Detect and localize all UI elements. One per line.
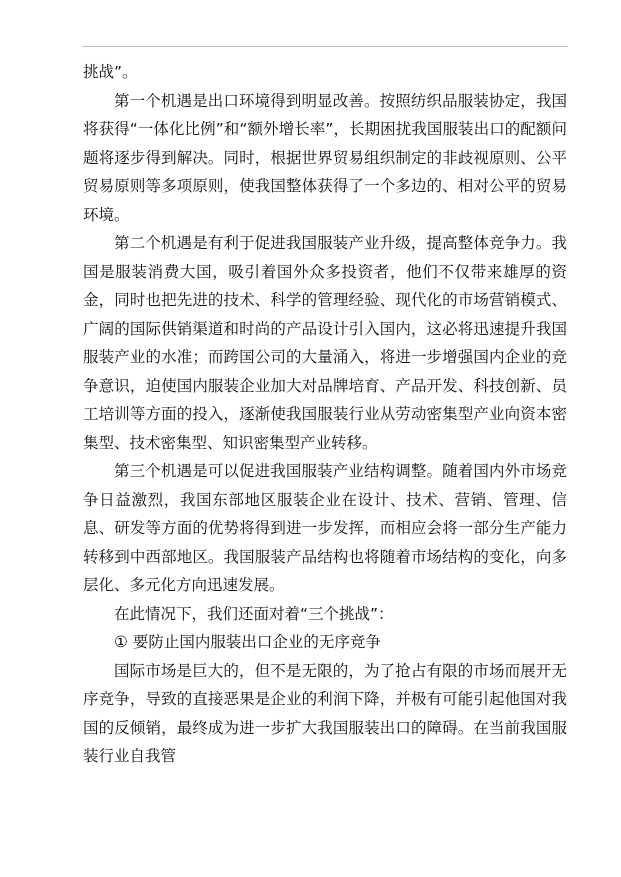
header-rule — [82, 46, 568, 47]
paragraph-third-opportunity: 第三个机遇是可以促进我国服装产业结构调整。随着国内外市场竞争日益激烈，我国东部地区服装企业在设计、技术、营销、管理、信息、研发等方面的优势将得到进一步发挥，而相应会将一部分生产能力转移到中西部地区。我国服装产品结构也将随着市场结构的变化，向多层化、多元化方向迅速发展。 — [83, 462, 567, 594]
paragraph-three-challenges-intro: 在此情况下，我们还面对着“三个挑战”： — [114, 604, 394, 623]
paragraph-second-opportunity: 第二个机遇是有利于促进我国服装产业升级，提高整体竞争力。我国是服装消费大国，吸引着国外众多投资者，他们不仅带来雄厚的资金，同时也把先进的技术、科学的管理经验、现代化的市场营销模式、广阔的国际供销渠道和时尚的产品设计引入国内，这必将迅速提升我国服装产业的水准；而跨国公司的大量涌入，将进一步增强国内企业的竞争意识，迫使国内服装企业加大对品牌培育、产品开发、科技创新、员工培训等方面的投入，逐渐使我国服装行业从劳动密集型产业向资本密集型、技术密集型、知识密集型产业转移。 — [83, 234, 567, 452]
document-body — [83, 58, 567, 771]
list-item-challenge-1: ① 要防止国内服装出口企业的无序竞争 — [114, 633, 381, 651]
paragraph-continuation: 挑战”。 — [83, 63, 138, 81]
paragraph-international-market: 国际市场是巨大的，但不是无限的，为了抢占有限的市场而展开无序竞争，导致的直接恶果是企业的利润下降，并极有可能引起他国对我国的反倾销，最终成为进一步扩大我国服装出口的障碍。在当前我国服装行业自我管 — [83, 661, 567, 765]
paragraph-first-opportunity: 第一个机遇是出口环境得到明显改善。按照纺织品服装协定，我国将获得“一体化比例”和“额外增长率”，长期困扰我国服装出口的配额问题将逐步得到解决。同时，根据世界贸易组织制定的非歧视原则、公平贸易原则等多项原则，使我国整体获得了一个多边的、相对公平的贸易环境。 — [83, 91, 567, 224]
